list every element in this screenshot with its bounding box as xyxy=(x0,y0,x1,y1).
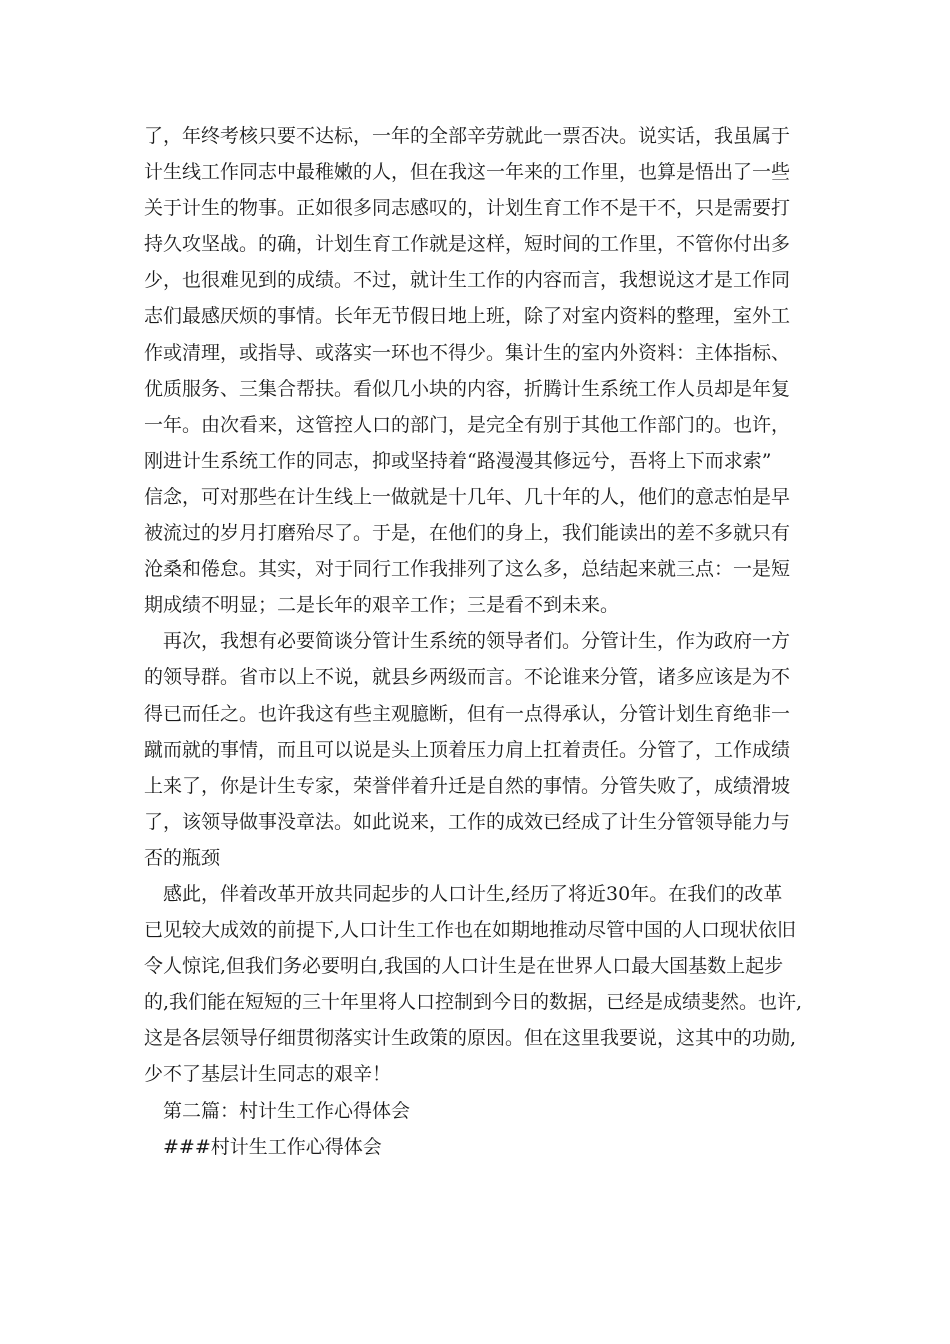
body-text xyxy=(144,118,824,1165)
text-line: 优质服务、三集合帮扶。看似几小块的内容，折腾计生系统工作人员却是年复 xyxy=(144,377,791,400)
text-line: 作或清理，或指导、或落实一环也不得少。集计生的室内外资料：主体指标、 xyxy=(144,341,791,364)
text-line: 已见较大成效的前提下,人口计生工作也在如期地推动尽管中国的人口现状依旧 xyxy=(144,919,797,942)
text-line: 少不了基层计生同志的艰辛！ xyxy=(144,1063,392,1086)
text-line: 了，该领导做事没章法。如此说来，工作的成效已经成了计生分管领导能力与 xyxy=(144,810,791,833)
text-line: 关于计生的物事。正如很多同志感叹的，计划生育工作不是干不，只是需要打 xyxy=(144,197,791,220)
text-line: 的领导群。省市以上不说，就县乡两级而言。不论谁来分管，诸多应该是为不 xyxy=(144,666,791,689)
text-line: 一年。由次看来，这管控人口的部门，是完全有别于其他工作部门的。也许， xyxy=(144,413,791,436)
text-line: 再次，我想有必要简谈分管计生系统的领导者们。分管计生，作为政府一方 xyxy=(163,630,791,653)
text-line: 这是各层领导仔细贯彻落实计生政策的原因。但在这里我要说，这其中的功勋, xyxy=(144,1027,797,1050)
text-line: 刚进计生系统工作的同志，抑或坚持着“路漫漫其修远兮，吾将上下而求索” xyxy=(144,449,772,472)
text-line: 持久攻坚战。的确，计划生育工作就是这样，短时间的工作里，不管你付出多 xyxy=(144,233,791,256)
text-line: 令人惊诧,但我们务必要明白,我国的人口计生是在世界人口最大国基数上起步 xyxy=(144,955,784,978)
text-line: 信念，可对那些在计生线上一做就是十几年、几十年的人，他们的意志怕是早 xyxy=(144,485,791,508)
text-line: 上来了，你是计生专家，荣誉伴着升迁是自然的事情。分管失败了，成绩滑坡 xyxy=(144,774,791,797)
text-line: ###村计生工作心得体会 xyxy=(163,1135,382,1158)
text-line: 沧桑和倦怠。其实，对于同行工作我排列了这么多，总结起来就三点：一是短 xyxy=(144,558,791,581)
text-line: 了，年终考核只要不达标，一年的全部辛劳就此一票否决。说实话，我虽属于 xyxy=(144,125,791,147)
text-line: 被流过的岁月打磨殆尽了。于是，在他们的身上，我们能读出的差不多就只有 xyxy=(144,522,791,545)
text-line: 得已而任之。也许我这有些主观臆断，但有一点得承认，分管计划生育绝非一 xyxy=(144,702,791,725)
text-line: 计生线工作同志中最稚嫩的人，但在我这一年来的工作里，也算是悟出了一些 xyxy=(144,161,791,184)
text-line: 第二篇：村计生工作心得体会 xyxy=(163,1099,411,1122)
text-line: 的,我们能在短短的三十年里将人口控制到今日的数据，已经是成绩斐然。也许, xyxy=(144,991,803,1014)
text-line: 期成绩不明显；二是长年的艰辛工作；三是看不到未来。 xyxy=(144,594,620,617)
text-line: 少，也很难见到的成绩。不过，就计生工作的内容而言，我想说这才是工作同 xyxy=(144,269,791,292)
text-line: 志们最感厌烦的事情。长年无节假日地上班，除了对室内资料的整理，室外工 xyxy=(144,305,791,328)
text-line: 否的瓶颈 xyxy=(144,846,221,869)
text-line: 蹴而就的事情，而且可以说是头上顶着压力肩上扛着责任。分管了，工作成绩 xyxy=(144,738,791,761)
text-line: 感此，伴着改革开放共同起步的人口计生,经历了将近30年。在我们的改革 xyxy=(163,882,783,905)
